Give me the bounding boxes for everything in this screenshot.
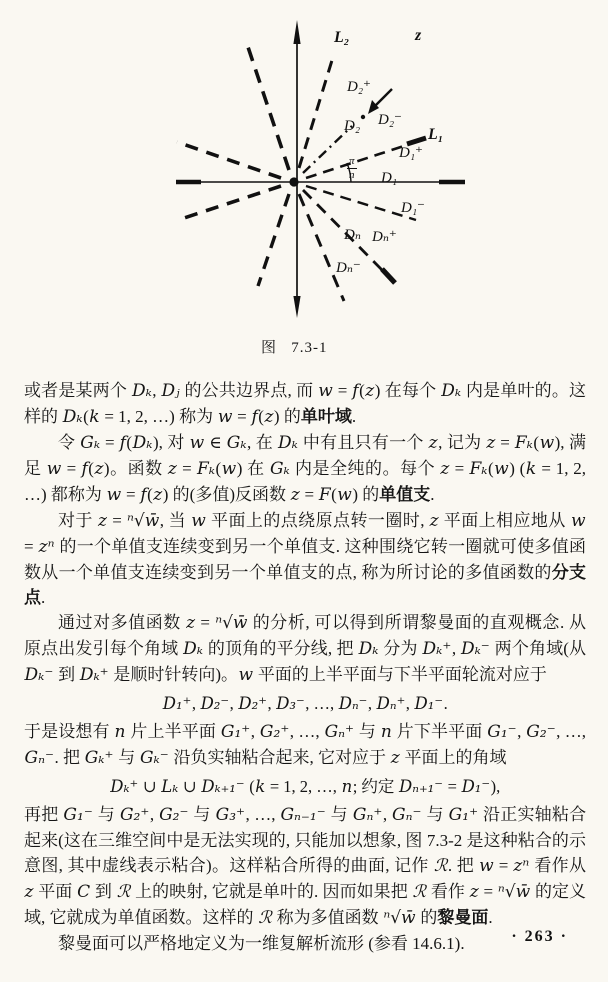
text-run: 通过对多值函数 z = ⁿ√w̄ 的分析, 可以得到所谓黎曼面的直观概念. 从原点出发引每个角域 Dₖ 的顶角的平分线, 把 Dₖ 分为 Dₖ⁺, Dₖ⁻ 两个角域(从 Dₖ⁻ 到 Dₖ⁺ 是顺时针转向)。w 平面的上半平面与下半平面轮流对应于: [24, 613, 587, 685]
label-D1-plus: D₁⁺: [399, 145, 423, 161]
text-run: 黎曼面可以严格地定义为一维复解析流形 (参看 14.6.1).: [58, 934, 465, 953]
label-Dn-minus: Dₙ⁻: [336, 260, 361, 276]
bold-term: 黎曼面: [437, 908, 489, 927]
axes: [176, 20, 465, 318]
text-run: 对于 z = ⁿ√w̄, 当 w 平面上的点绕原点转一圈时, z 平面上相应地从 w = zⁿ 的一个单值支连续变到另一个单值支. 这种围绕它转一圈就可使多值函数从一个单值支连续变到另一个单值支的点, 称为所讨论的多值函数的: [24, 511, 586, 582]
text-run: .: [41, 588, 46, 607]
formula-line: [24, 691, 586, 716]
pointer-arrow-shaft: [375, 89, 392, 106]
text-run: .: [488, 908, 493, 927]
label-D2-minus: D₂⁻: [378, 112, 402, 128]
label-L2: L₂: [334, 29, 350, 46]
ray-L1-bold-end: [407, 138, 426, 144]
text-run: 令 Gₖ = f(Dₖ), 对 w ∈ Gₖ, 在 Dₖ 中有且只有一个 z, 记为 z = Fₖ(w), 满足 w = f(z)。函数 z = Fₖ(w) 在 Gₖ 内是全纯的。每个 z = Fₖ(w) (k = 1, 2, …) 都称为 w = f(z) 的(多值)反函数 z = F(w) 的: [24, 433, 587, 505]
label-z-plane: z: [415, 27, 422, 44]
paragraph: [24, 430, 586, 508]
ray-Ln: [306, 186, 416, 220]
formula-line: [24, 774, 586, 799]
ray-L2: [299, 57, 333, 168]
label-L1: L₁: [428, 126, 444, 143]
paragraph: [24, 931, 586, 956]
ray-D2-dot: [361, 115, 365, 119]
paragraph: [24, 719, 586, 771]
z-plane-star-diagram: [0, 0, 608, 372]
ray-lower-left-steep: [258, 194, 289, 286]
paragraph: [24, 610, 586, 688]
ray-Dn-bold-end: [382, 269, 395, 283]
bold-term: 单值支: [379, 485, 431, 504]
ray-upper-left-steep: [247, 44, 289, 170]
text-run: 于是设想有 n 片上半平面 G₁⁺, G₂⁺, …, Gₙ⁺ 与 n 片下半平面 G₁⁻, G₂⁻, …, Gₙ⁻. 把 Gₖ⁺ 与 Gₖ⁻ 沿负实轴粘合起来, 它对应于 z 平面上的角域: [24, 722, 587, 768]
text-run: 或者是某两个 Dₖ, Dⱼ 的公共边界点, 而 w = f(z) 在每个 Dₖ 内是单叶的。这样的 Dₖ(k = 1, 2, …) 称为 w = f(z) 的: [24, 381, 587, 427]
label-D2: D₂: [344, 118, 361, 134]
label-D1-minus: D₁⁻: [401, 200, 425, 216]
body-text: [24, 378, 586, 956]
text-run: Dₖ⁺ ∪ Lₖ ∪ Dₖ₊₁⁻ (k = 1, 2, …, n; 约定 Dₙ₊₁⁻ = D₁⁻),: [110, 777, 501, 796]
page-number: · 263 ·: [511, 928, 568, 945]
bold-term: 分支点: [24, 563, 586, 607]
label-D1: D₁: [381, 170, 398, 186]
paragraph: [24, 802, 586, 931]
bold-term: 单叶域: [300, 407, 352, 426]
ray-upper-left-shallow: [177, 142, 281, 178]
pointer-arrow: [368, 89, 392, 114]
text-run: .: [430, 485, 435, 504]
paragraph: [24, 508, 586, 610]
origin-point: [289, 177, 298, 186]
label-angle-pi-over-n: [347, 156, 357, 181]
text-run: D₁⁺, D₂⁻, D₂⁺, D₃⁻, …, Dₙ⁻, Dₙ⁺, D₁⁻.: [162, 694, 448, 713]
y-axis-top-arrow: [293, 20, 300, 44]
angle-denominator: n: [349, 169, 355, 181]
text-run: .: [351, 407, 357, 426]
figure-7-3-1: [0, 0, 608, 372]
label-D2-plus: D₂⁺: [347, 79, 371, 95]
text-run: 再把 G₁⁻ 与 G₂⁺, G₂⁻ 与 G₃⁺, …, Gₙ₋₁⁻ 与 Gₙ⁺, Gₙ⁻ 与 G₁⁺ 沿正实轴粘合起来(这在三维空间中是无法实现的, 只能加以想象, 图 7.3-2 是这种粘合的示意图, 其中虚线表示粘合)。这样粘合所得的曲面, 记作 ℛ. 把 w = zⁿ 看作从 z 平面 C 到 ℛ 上的映射, 它就是单叶的. 因而如果把 ℛ 看作 z = ⁿ√w̄ 的定义域, 它就成为单值函数。这样的 ℛ 称为多值函数 ⁿ√w̄ 的: [24, 805, 587, 928]
angle-numerator: π: [349, 155, 355, 167]
ray-lower-left-shallow: [178, 186, 281, 220]
label-Dn-plus: Dₙ⁺: [372, 229, 397, 245]
label-Dn: Dₙ: [344, 227, 361, 243]
paragraph: [24, 378, 586, 430]
figure-caption: 图 7.3-1: [261, 340, 328, 356]
y-axis-bottom-arrow: [293, 296, 300, 318]
